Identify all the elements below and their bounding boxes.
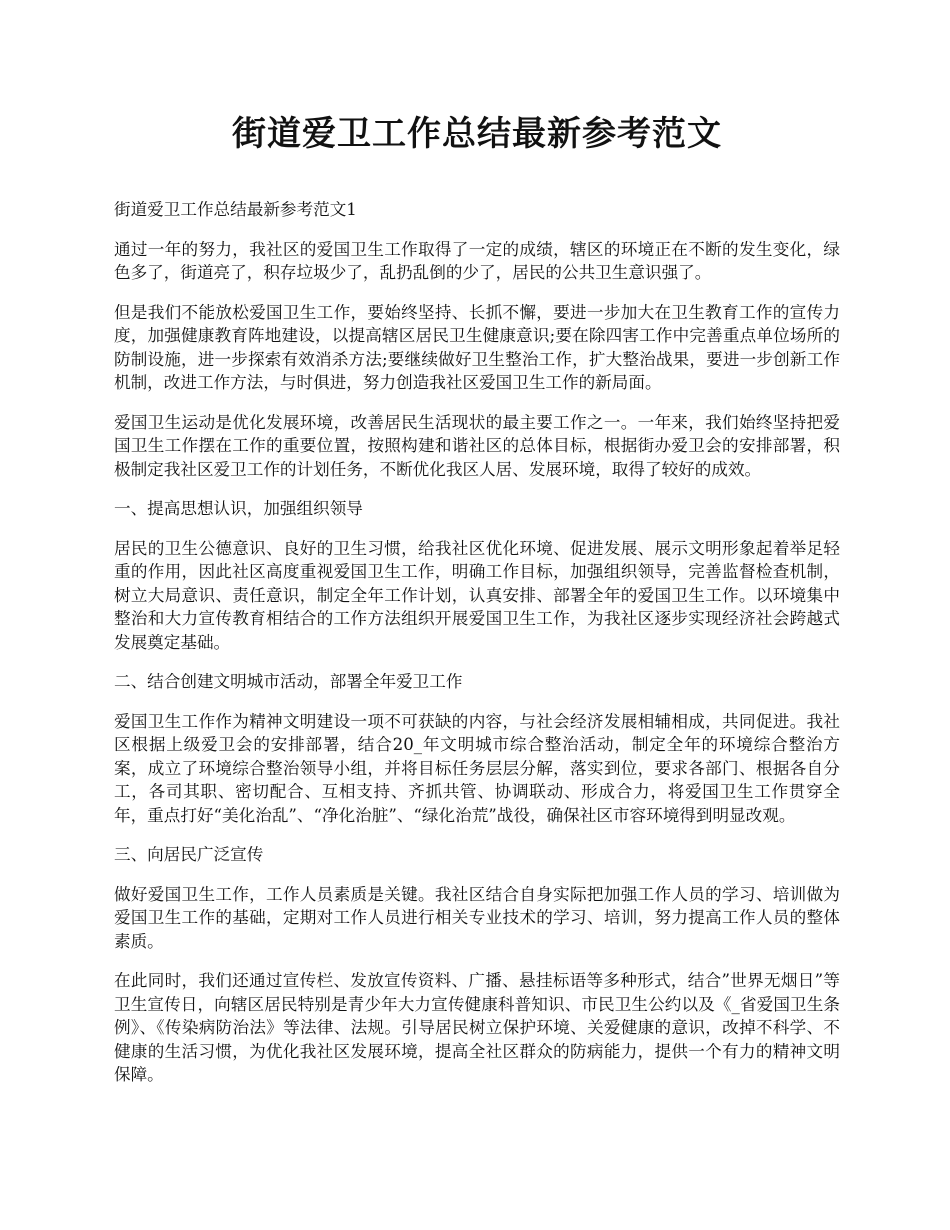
- body-paragraph: 爱国卫生工作作为精神文明建设一项不可获缺的内容，与社会经济发展相辅相成，共同促进。我社区根据上级爱卫会的安排部署，结合20_年文明城市综合整治活动，制定全年的环境综合整治方案，成立了环境综合整治领导小组，并将目标任务层层分解，落实到位，要求各部门、根据各自分工，各司其职、密切配合、互相支持、齐抓共管、协调联动、形成合力，将爱国卫生工作贯穿全年，重点打好“美化治乱”、“净化治脏”、“绿化治荒”战役，确保社区市容环境得到明显改观。: [114, 711, 840, 825]
- document-title: 街道爱卫工作总结最新参考范文: [232, 114, 722, 154]
- section-heading: 一、提高思想认识，加强组织领导: [114, 499, 363, 518]
- body-paragraph: 居民的卫生公德意识、良好的卫生习惯，给我社区优化环境、促进发展、展示文明形象起着举足轻重的作用，因此社区高度重视爱国卫生工作，明确工作目标，加强组织领导，完善监督检查机制，树立大局意识、责任意识，制定全年工作计划，认真安排、部署全年的爱国卫生工作。以环境集中整治和大力宣传教育相结合的工作方法组织开展爱国卫生工作，为我社区逐步实现经济社会跨越式发展奠定基础。: [114, 538, 840, 652]
- body-paragraph: 在此同时，我们还通过宣传栏、发放宣传资料、广播、悬挂标语等多种形式，结合”世界无烟日”等卫生宣传日，向辖区居民特别是青少年大力宣传健康科普知识、市民卫生公约以及《_省爱国卫生条例》、《传染病防治法》等法律、法规。引导居民树立保护环境、关爱健康的意识，改掉不科学、不健康的生活习惯，为优化我社区发展环境，提高全社区群众的防病能力，提供一个有力的精神文明保障。: [114, 971, 840, 1084]
- body-paragraph: 做好爱国卫生工作，工作人员素质是关键。我社区结合自身实际把加强工作人员的学习、培训做为爱国卫生工作的基础，定期对工作人员进行相关专业技术的学习、培训，努力提高工作人员的整体素质。: [114, 884, 840, 951]
- body-paragraph: 但是我们不能放松爱国卫生工作，要始终坚持、长抓不懈，要进一步加大在卫生教育工作的宣传力度，加强健康教育阵地建设，以提高辖区居民卫生健康意识;要在除四害工作中完善重点单位场所的防制设施，进一步探索有效消杀方法;要继续做好卫生整治工作，扩大整治战果，要进一步创新工作机制，改进工作方法，与时俱进，努力创造我社区爱国卫生工作的新局面。: [114, 302, 840, 392]
- body-paragraph: 通过一年的努力，我社区的爱国卫生工作取得了一定的成绩，辖区的环境正在不断的发生变化，绿色多了，街道亮了，积存垃圾少了，乱扔乱倒的少了，居民的公共卫生意识强了。: [114, 239, 840, 282]
- subtitle-line: 街道爱卫工作总结最新参考范文1: [114, 200, 357, 219]
- section-heading: 二、结合创建文明城市活动，部署全年爱卫工作: [114, 672, 463, 691]
- body-paragraph: 爱国卫生运动是优化发展环境，改善居民生活现状的最主要工作之一。一年来，我们始终坚持把爱国卫生工作摆在工作的重要位置，按照构建和谐社区的总体目标，根据街办爱卫会的安排部署，积极制定我社区爱卫工作的计划任务，不断优化我区人居、发展环境，取得了较好的成效。: [114, 412, 840, 479]
- section-heading: 三、向居民广泛宣传: [114, 845, 264, 864]
